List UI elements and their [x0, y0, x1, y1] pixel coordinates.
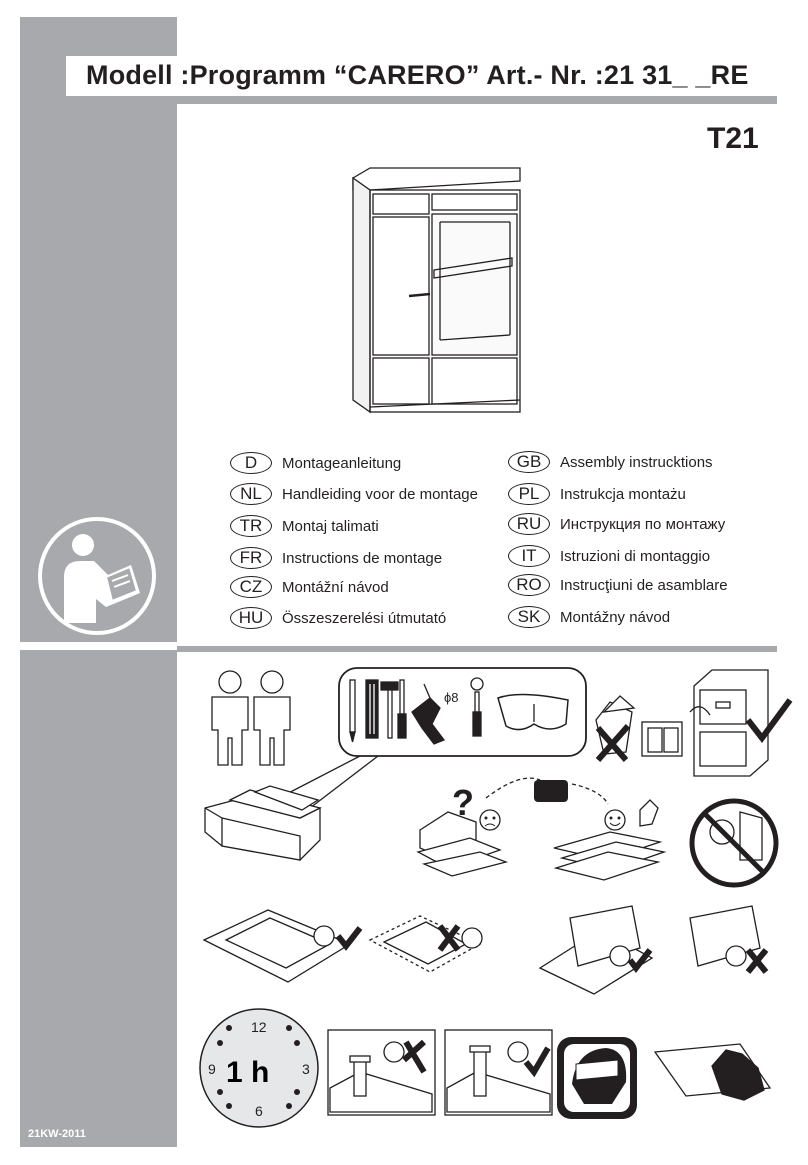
lang-badge: IT [508, 545, 550, 567]
lang-label: Assembly instrucktions [560, 453, 713, 471]
lang-badge: SK [508, 606, 550, 628]
lang-badge: TR [230, 515, 272, 537]
lang-label: Montážny návod [560, 608, 671, 626]
lang-badge: CZ [230, 576, 272, 598]
lang-label: Instrucţiuni de asamblare [560, 576, 728, 594]
lang-label: Montageanleitung [282, 454, 402, 472]
lang-label: Montaj talimati [282, 517, 379, 535]
lang-badge: D [230, 452, 272, 474]
lang-badge: FR [230, 547, 272, 569]
lang-label: Instructions de montage [282, 549, 443, 567]
clock-9: 9 [208, 1061, 216, 1077]
lang-label: Istruzioni di montaggio [560, 547, 711, 565]
clock-6: 6 [255, 1103, 263, 1119]
document-code: 21KW-2011 [28, 1128, 86, 1140]
lang-label: Инструкция по монтажу [560, 515, 726, 533]
lang-badge: RO [508, 574, 550, 596]
lang-badge: GB [508, 451, 550, 473]
lang-label: Instrukcja montażu [560, 485, 686, 503]
question-mark-icon: ? [452, 782, 474, 823]
lang-label: Összeszerelési útmutató [282, 609, 447, 627]
clock-12: 12 [251, 1019, 267, 1035]
lang-label: Handleiding voor de montage [282, 485, 478, 503]
model-code: T21 [707, 122, 759, 155]
clock-3: 3 [302, 1061, 310, 1077]
drill-size-label: ϕ8 [444, 690, 459, 705]
lang-badge: HU [230, 607, 272, 629]
page-title: Modell :Programm “CARERO” Art.- Nr. :21 31_ _RE [86, 60, 749, 90]
lang-label: Montážní návod [282, 578, 389, 596]
lang-badge: PL [508, 483, 550, 505]
lang-badge: RU [508, 513, 550, 535]
assembly-duration: 1 h [226, 1056, 270, 1089]
lang-badge: NL [230, 483, 272, 505]
